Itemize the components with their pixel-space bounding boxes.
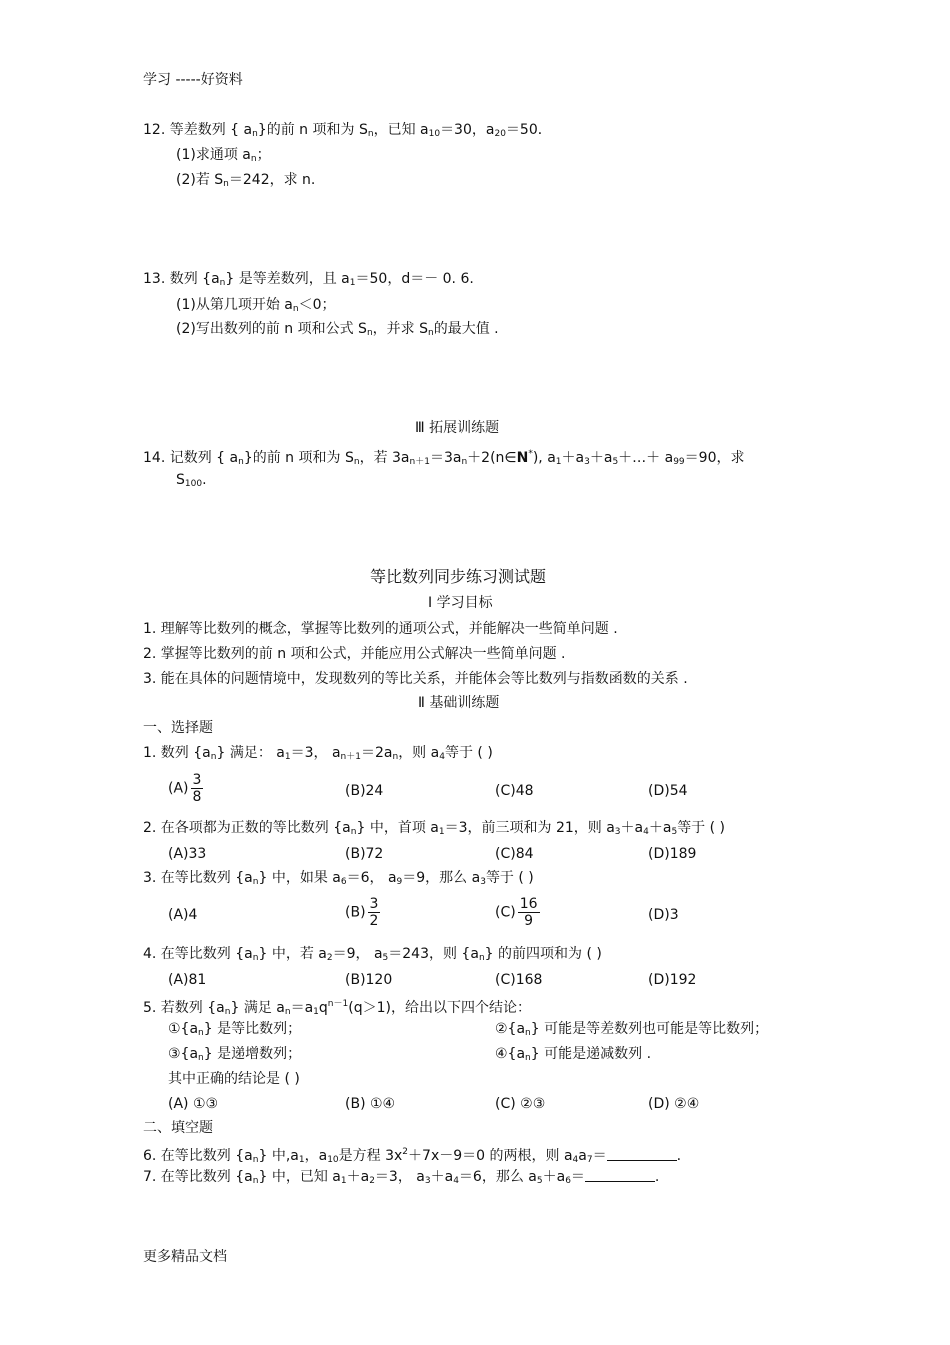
question-5-option-d: (D) ②④ [648,1096,700,1112]
question-5-conclusion-4: $④\{a_n\}$ 可能是递减数列 . [495,1046,652,1063]
question-13: 13. 数列 $\{a_n\}$ 是等差数列，且 $a_1=50$，d＝－ 0. 6. [143,271,474,288]
fraction: $\frac{3}{2}$ [369,896,379,929]
question-13-part-1: (1)从第几项开始 $a_n<0$； [176,297,336,314]
question-1: 1. 数列 $\{a_n\}$ 满足： $a_1=3$， $a_{n+1}=2a_n$，则 $a_4$等于 ( ) [143,745,493,762]
question-3-option-a: (A)4 [168,907,198,923]
question-4: 4. 在等比数列 $\{a_n\}$ 中，若 $a_2=9$， $a_5=243$，则 $\{a_n\}$ 的前四项和为 ( ) [143,946,602,963]
heading-multiple-choice: 一、选择题 [143,720,213,736]
document-title: 等比数列同步练习测试题 [370,567,547,586]
question-4-option-b: (B)120 [345,972,393,988]
question-5-ask: 其中正确的结论是 ( ) [168,1071,300,1087]
question-4-option-a: (A)81 [168,972,207,988]
question-4-option-d: (D)192 [648,972,697,988]
answer-blank[interactable] [607,1148,677,1161]
question-5-conclusion-2: $②\{a_n\}$ 可能是等差数列也可能是等比数列； [495,1021,769,1038]
question-1-option-d: (D)54 [648,783,688,799]
question-14: 14. 记数列 { $a_n$}的前 n 项和为 $S_n$，若 $3a_{n+1}=3a_n+2(n\in N^*)$, $a_1+a_3+a_5+\dots+ a_{99}=90$，求 [143,449,745,467]
page-header: 学习 -----好资料 [143,72,243,88]
answer-blank[interactable] [585,1169,655,1182]
section-heading-basic: Ⅱ 基础训练题 [418,695,500,711]
page-footer: 更多精品文档 [143,1249,227,1265]
question-3: 3. 在等比数列 $\{a_n\}$ 中，如果 $a_6=6$， $a_9=9$，那么 $a_3$等于 ( ) [143,870,534,887]
question-5: 5. 若数列 $\{a_n\}$ 满足 $a_n=a_1q^{n-1}(q>1)$，给出以下四个结论： [143,999,531,1017]
question-1-option-a: (A) $\frac{3}{8}$ [168,772,202,805]
question-2-option-d: (D)189 [648,846,697,862]
question-3-option-c: (C) $\frac{16}{9}$ [495,896,538,929]
question-4-option-c: (C)168 [495,972,543,988]
question-5-option-a: (A) ①③ [168,1096,219,1112]
question-2-option-b: (B)72 [345,846,384,862]
question-5-conclusion-3: $③\{a_n\}$ 是递增数列； [168,1046,302,1063]
question-12-part-2: (2)若 $S_n=242$，求 n. [176,172,316,189]
goal-item-2: 2. 掌握等比数列的前 n 项和公式，并能应用公式解决一些简单问题 . [143,646,566,662]
question-3-option-d: (D)3 [648,907,679,923]
question-5-conclusion-1: $①\{a_n\}$ 是等比数列； [168,1021,302,1038]
question-12: 12. 等差数列 { $a_n$}的前 n 项和为 $S_n$，已知 $a_{10}=30$，$a_{20}=50$． [143,122,552,139]
question-6: 6. 在等比数列 $\{a_n\}$ 中$,a_1$，$a_{10}$是方程 $3x^2+7x-9=0$ 的两根，则 $a_4a_7=$ . [143,1147,682,1165]
section-heading-goals: Ⅰ 学习目标 [428,595,493,611]
section-heading-extension: Ⅲ 拓展训练题 [415,420,500,436]
question-2-option-c: (C)84 [495,846,534,862]
question-5-option-c: (C) ②③ [495,1096,546,1112]
fraction: $\frac{3}{8}$ [192,772,202,805]
question-1-option-c: (C)48 [495,783,534,799]
goal-item-1: 1. 理解等比数列的概念，掌握等比数列的通项公式，并能解决一些简单问题 . [143,621,618,637]
question-1-option-b: (B)24 [345,783,384,799]
question-2-option-a: (A)33 [168,846,207,862]
question-5-option-b: (B) ①④ [345,1096,396,1112]
goal-item-3: 3. 能在具体的问题情境中，发现数列的等比关系，并能体会等比数列与指数函数的关系 . [143,671,688,687]
question-2: 2. 在各项都为正数的等比数列 $\{a_n\}$ 中，首项 $a_1=3$，前三项和为 21，则 $a_3+a_4+a_5$等于 ( ) [143,820,726,837]
heading-fill-in: 二、填空题 [143,1120,213,1136]
question-12-part-1: (1)求通项 $a_n$； [176,147,271,164]
question-14-line-2: $S_{100}$. [176,472,207,489]
fraction: $\frac{16}{9}$ [519,896,538,929]
question-7: 7. 在等比数列 $\{a_n\}$ 中，已知 $a_1+a_2=3$， $a_3+a_4=6$，那么 $a_5+a_6=$ . [143,1169,660,1186]
question-3-option-b: (B) $\frac{3}{2}$ [345,896,379,929]
question-13-part-2: (2)写出数列的前 n 项和公式 $S_n$，并求 $S_n$的最大值 . [176,321,499,338]
